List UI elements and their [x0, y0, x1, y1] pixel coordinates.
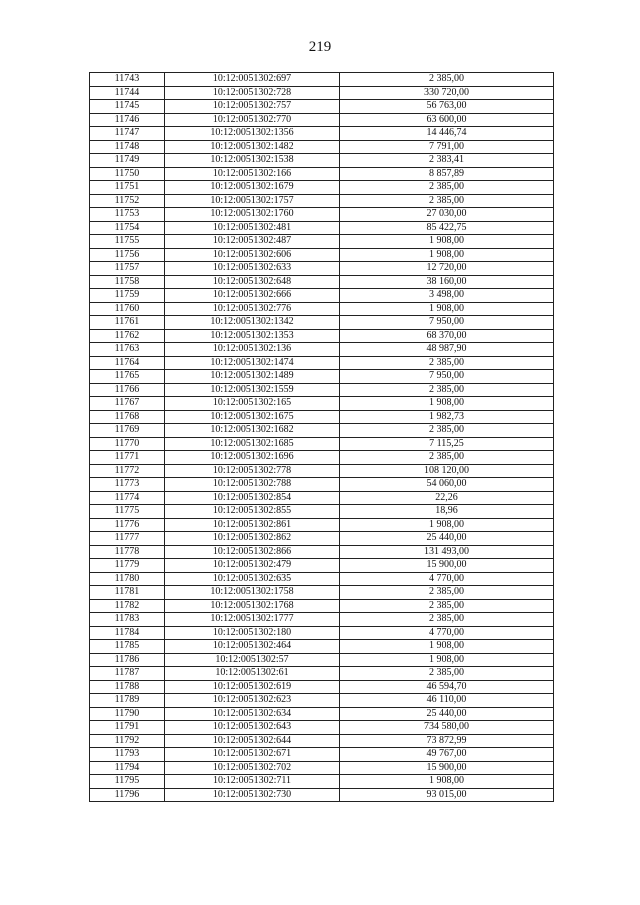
table-row	[90, 775, 554, 789]
value-cell: 1 908,00	[340, 775, 554, 789]
table-row	[90, 478, 554, 492]
value-cell: 1 908,00	[340, 518, 554, 532]
record-number-cell: 11789	[90, 694, 165, 708]
table-row	[90, 437, 554, 451]
record-number-cell: 11750	[90, 167, 165, 181]
table-row	[90, 262, 554, 276]
table-row	[90, 653, 554, 667]
table-row	[90, 275, 554, 289]
value-cell: 8 857,89	[340, 167, 554, 181]
cadastral-number-cell: 10:12:0051302:648	[165, 275, 340, 289]
value-cell: 2 385,00	[340, 451, 554, 465]
table-row	[90, 343, 554, 357]
value-cell: 7 115,25	[340, 437, 554, 451]
cadastral-number-cell: 10:12:0051302:1342	[165, 316, 340, 330]
table-row	[90, 208, 554, 222]
table-row	[90, 734, 554, 748]
cadastral-number-cell: 10:12:0051302:1760	[165, 208, 340, 222]
record-number-cell: 11793	[90, 748, 165, 762]
value-cell: 46 110,00	[340, 694, 554, 708]
cadastral-number-cell: 10:12:0051302:1685	[165, 437, 340, 451]
value-cell: 56 763,00	[340, 100, 554, 114]
table-row	[90, 707, 554, 721]
cadastral-number-cell: 10:12:0051302:1777	[165, 613, 340, 627]
table-row	[90, 532, 554, 546]
value-cell: 3 498,00	[340, 289, 554, 303]
value-cell: 7 950,00	[340, 316, 554, 330]
table-row	[90, 140, 554, 154]
table-row	[90, 221, 554, 235]
record-number-cell: 11792	[90, 734, 165, 748]
value-cell: 2 383,41	[340, 154, 554, 168]
table-row	[90, 356, 554, 370]
cadastral-number-cell: 10:12:0051302:1682	[165, 424, 340, 438]
record-number-cell: 11746	[90, 113, 165, 127]
record-number-cell: 11745	[90, 100, 165, 114]
value-cell: 131 493,00	[340, 545, 554, 559]
cadastral-number-cell: 10:12:0051302:1489	[165, 370, 340, 384]
record-number-cell: 11776	[90, 518, 165, 532]
value-cell: 2 385,00	[340, 424, 554, 438]
record-number-cell: 11744	[90, 86, 165, 100]
cadastral-number-cell: 10:12:0051302:855	[165, 505, 340, 519]
value-cell: 54 060,00	[340, 478, 554, 492]
cadastral-number-cell: 10:12:0051302:1474	[165, 356, 340, 370]
table-row	[90, 721, 554, 735]
value-cell: 25 440,00	[340, 532, 554, 546]
record-number-cell: 11769	[90, 424, 165, 438]
value-cell: 49 767,00	[340, 748, 554, 762]
cadastral-number-cell: 10:12:0051302:1559	[165, 383, 340, 397]
table-row	[90, 586, 554, 600]
value-cell: 7 791,00	[340, 140, 554, 154]
record-number-cell: 11757	[90, 262, 165, 276]
value-cell: 2 385,00	[340, 73, 554, 87]
table-row	[90, 329, 554, 343]
table-row	[90, 518, 554, 532]
value-cell: 48 987,90	[340, 343, 554, 357]
table-row	[90, 113, 554, 127]
record-number-cell: 11774	[90, 491, 165, 505]
value-cell: 4 770,00	[340, 626, 554, 640]
record-number-cell: 11758	[90, 275, 165, 289]
cadastral-number-cell: 10:12:0051302:861	[165, 518, 340, 532]
record-number-cell: 11762	[90, 329, 165, 343]
value-cell: 2 385,00	[340, 181, 554, 195]
value-cell: 15 900,00	[340, 761, 554, 775]
cadastral-number-cell: 10:12:0051302:643	[165, 721, 340, 735]
table-row	[90, 464, 554, 478]
cadastral-number-cell: 10:12:0051302:1353	[165, 329, 340, 343]
value-cell: 734 580,00	[340, 721, 554, 735]
cadastral-number-cell: 10:12:0051302:728	[165, 86, 340, 100]
cadastral-number-cell: 10:12:0051302:702	[165, 761, 340, 775]
record-number-cell: 11753	[90, 208, 165, 222]
record-number-cell: 11751	[90, 181, 165, 195]
cadastral-number-cell: 10:12:0051302:1757	[165, 194, 340, 208]
record-number-cell: 11763	[90, 343, 165, 357]
value-cell: 15 900,00	[340, 559, 554, 573]
registry-table-body	[90, 73, 554, 802]
table-row	[90, 545, 554, 559]
table-row	[90, 505, 554, 519]
record-number-cell: 11787	[90, 667, 165, 681]
cadastral-number-cell: 10:12:0051302:57	[165, 653, 340, 667]
record-number-cell: 11788	[90, 680, 165, 694]
table-row	[90, 194, 554, 208]
record-number-cell: 11794	[90, 761, 165, 775]
value-cell: 7 950,00	[340, 370, 554, 384]
record-number-cell: 11765	[90, 370, 165, 384]
cadastral-number-cell: 10:12:0051302:165	[165, 397, 340, 411]
table-row	[90, 680, 554, 694]
cadastral-number-cell: 10:12:0051302:464	[165, 640, 340, 654]
record-number-cell: 11760	[90, 302, 165, 316]
value-cell: 38 160,00	[340, 275, 554, 289]
record-number-cell: 11778	[90, 545, 165, 559]
cadastral-number-cell: 10:12:0051302:862	[165, 532, 340, 546]
registry-table	[89, 72, 554, 802]
cadastral-number-cell: 10:12:0051302:623	[165, 694, 340, 708]
value-cell: 1 908,00	[340, 302, 554, 316]
cadastral-number-cell: 10:12:0051302:479	[165, 559, 340, 573]
cadastral-number-cell: 10:12:0051302:757	[165, 100, 340, 114]
record-number-cell: 11796	[90, 788, 165, 802]
record-number-cell: 11743	[90, 73, 165, 87]
table-row	[90, 694, 554, 708]
value-cell: 2 385,00	[340, 667, 554, 681]
table-row	[90, 572, 554, 586]
value-cell: 2 385,00	[340, 383, 554, 397]
value-cell: 12 720,00	[340, 262, 554, 276]
registry-table-container	[89, 72, 554, 802]
cadastral-number-cell: 10:12:0051302:1675	[165, 410, 340, 424]
table-row	[90, 761, 554, 775]
cadastral-number-cell: 10:12:0051302:606	[165, 248, 340, 262]
cadastral-number-cell: 10:12:0051302:644	[165, 734, 340, 748]
table-row	[90, 748, 554, 762]
record-number-cell: 11764	[90, 356, 165, 370]
cadastral-number-cell: 10:12:0051302:61	[165, 667, 340, 681]
table-row	[90, 451, 554, 465]
value-cell: 63 600,00	[340, 113, 554, 127]
record-number-cell: 11770	[90, 437, 165, 451]
table-row	[90, 626, 554, 640]
record-number-cell: 11775	[90, 505, 165, 519]
cadastral-number-cell: 10:12:0051302:666	[165, 289, 340, 303]
cadastral-number-cell: 10:12:0051302:697	[165, 73, 340, 87]
cadastral-number-cell: 10:12:0051302:1538	[165, 154, 340, 168]
record-number-cell: 11752	[90, 194, 165, 208]
table-row	[90, 383, 554, 397]
record-number-cell: 11779	[90, 559, 165, 573]
cadastral-number-cell: 10:12:0051302:776	[165, 302, 340, 316]
table-row	[90, 559, 554, 573]
value-cell: 1 908,00	[340, 235, 554, 249]
table-row	[90, 424, 554, 438]
cadastral-number-cell: 10:12:0051302:671	[165, 748, 340, 762]
cadastral-number-cell: 10:12:0051302:711	[165, 775, 340, 789]
table-row	[90, 316, 554, 330]
cadastral-number-cell: 10:12:0051302:788	[165, 478, 340, 492]
table-row	[90, 640, 554, 654]
record-number-cell: 11777	[90, 532, 165, 546]
value-cell: 1 982,73	[340, 410, 554, 424]
table-row	[90, 370, 554, 384]
value-cell: 1 908,00	[340, 397, 554, 411]
table-row	[90, 86, 554, 100]
value-cell: 93 015,00	[340, 788, 554, 802]
value-cell: 22,26	[340, 491, 554, 505]
cadastral-number-cell: 10:12:0051302:634	[165, 707, 340, 721]
cadastral-number-cell: 10:12:0051302:1768	[165, 599, 340, 613]
table-row	[90, 613, 554, 627]
cadastral-number-cell: 10:12:0051302:854	[165, 491, 340, 505]
record-number-cell: 11756	[90, 248, 165, 262]
record-number-cell: 11766	[90, 383, 165, 397]
table-row	[90, 248, 554, 262]
record-number-cell: 11747	[90, 127, 165, 141]
table-row	[90, 599, 554, 613]
record-number-cell: 11785	[90, 640, 165, 654]
cadastral-number-cell: 10:12:0051302:487	[165, 235, 340, 249]
record-number-cell: 11761	[90, 316, 165, 330]
value-cell: 1 908,00	[340, 640, 554, 654]
record-number-cell: 11783	[90, 613, 165, 627]
record-number-cell: 11755	[90, 235, 165, 249]
cadastral-number-cell: 10:12:0051302:730	[165, 788, 340, 802]
table-row	[90, 235, 554, 249]
value-cell: 85 422,75	[340, 221, 554, 235]
record-number-cell: 11780	[90, 572, 165, 586]
record-number-cell: 11749	[90, 154, 165, 168]
record-number-cell: 11754	[90, 221, 165, 235]
table-row	[90, 667, 554, 681]
table-row	[90, 397, 554, 411]
cadastral-number-cell: 10:12:0051302:481	[165, 221, 340, 235]
value-cell: 1 908,00	[340, 653, 554, 667]
cadastral-number-cell: 10:12:0051302:136	[165, 343, 340, 357]
value-cell: 25 440,00	[340, 707, 554, 721]
cadastral-number-cell: 10:12:0051302:633	[165, 262, 340, 276]
record-number-cell: 11786	[90, 653, 165, 667]
table-row	[90, 167, 554, 181]
value-cell: 4 770,00	[340, 572, 554, 586]
value-cell: 14 446,74	[340, 127, 554, 141]
record-number-cell: 11784	[90, 626, 165, 640]
record-number-cell: 11768	[90, 410, 165, 424]
record-number-cell: 11767	[90, 397, 165, 411]
table-row	[90, 73, 554, 87]
table-row	[90, 289, 554, 303]
cadastral-number-cell: 10:12:0051302:635	[165, 572, 340, 586]
table-row	[90, 127, 554, 141]
value-cell: 2 385,00	[340, 356, 554, 370]
value-cell: 2 385,00	[340, 613, 554, 627]
table-row	[90, 491, 554, 505]
cadastral-number-cell: 10:12:0051302:619	[165, 680, 340, 694]
table-row	[90, 410, 554, 424]
cadastral-number-cell: 10:12:0051302:770	[165, 113, 340, 127]
record-number-cell: 11748	[90, 140, 165, 154]
record-number-cell: 11773	[90, 478, 165, 492]
value-cell: 27 030,00	[340, 208, 554, 222]
table-row	[90, 181, 554, 195]
cadastral-number-cell: 10:12:0051302:866	[165, 545, 340, 559]
table-row	[90, 788, 554, 802]
value-cell: 68 370,00	[340, 329, 554, 343]
value-cell: 2 385,00	[340, 194, 554, 208]
cadastral-number-cell: 10:12:0051302:1679	[165, 181, 340, 195]
cadastral-number-cell: 10:12:0051302:778	[165, 464, 340, 478]
cadastral-number-cell: 10:12:0051302:180	[165, 626, 340, 640]
value-cell: 46 594,70	[340, 680, 554, 694]
value-cell: 2 385,00	[340, 586, 554, 600]
value-cell: 108 120,00	[340, 464, 554, 478]
cadastral-number-cell: 10:12:0051302:1758	[165, 586, 340, 600]
table-row	[90, 154, 554, 168]
record-number-cell: 11791	[90, 721, 165, 735]
record-number-cell: 11790	[90, 707, 165, 721]
record-number-cell: 11782	[90, 599, 165, 613]
table-row	[90, 100, 554, 114]
record-number-cell: 11772	[90, 464, 165, 478]
record-number-cell: 11771	[90, 451, 165, 465]
table-row	[90, 302, 554, 316]
record-number-cell: 11781	[90, 586, 165, 600]
page-number: 219	[308, 39, 332, 55]
value-cell: 73 872,99	[340, 734, 554, 748]
cadastral-number-cell: 10:12:0051302:166	[165, 167, 340, 181]
cadastral-number-cell: 10:12:0051302:1482	[165, 140, 340, 154]
cadastral-number-cell: 10:12:0051302:1356	[165, 127, 340, 141]
value-cell: 1 908,00	[340, 248, 554, 262]
record-number-cell: 11759	[90, 289, 165, 303]
value-cell: 2 385,00	[340, 599, 554, 613]
value-cell: 330 720,00	[340, 86, 554, 100]
cadastral-number-cell: 10:12:0051302:1696	[165, 451, 340, 465]
value-cell: 18,96	[340, 505, 554, 519]
record-number-cell: 11795	[90, 775, 165, 789]
